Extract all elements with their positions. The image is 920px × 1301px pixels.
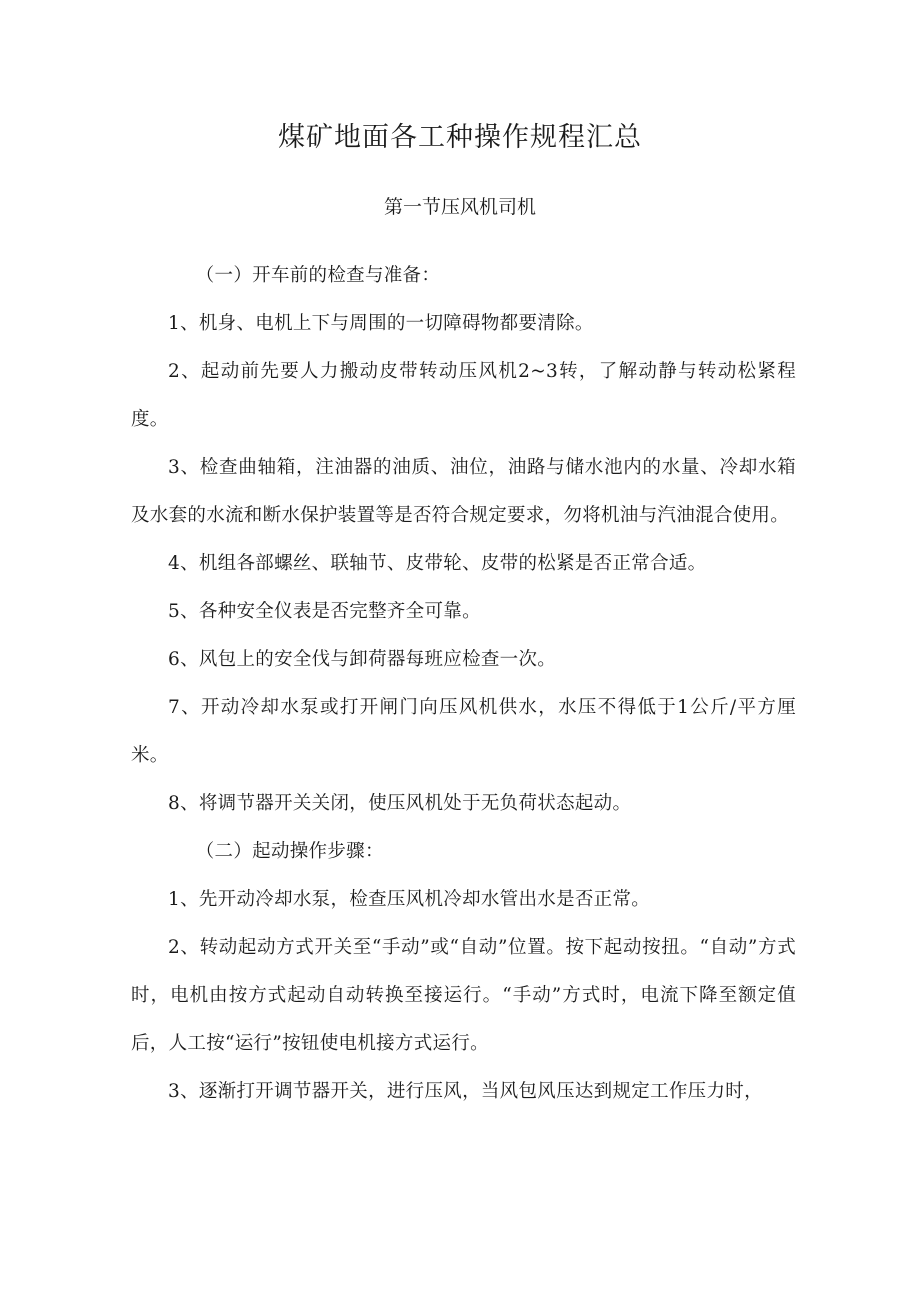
paragraph: 3、逐渐打开调节器开关，进行压风，当风包风压达到规定工作压力时， bbox=[168, 1081, 763, 1102]
paragraph: 2、起动前先要人力搬动皮带转动压风机2~3转，了解动静与转动松紧程度。 bbox=[131, 361, 796, 430]
paragraph: 3、检查曲轴箱，注油器的油质、油位，油路与储水池内的水量、冷却水箱及水套的水流和断水保护装置等是否符合规定要求，勿将机油与汽油混合使用。 bbox=[131, 457, 796, 526]
section-heading: （一）开车前的检查与准备： bbox=[195, 265, 441, 286]
paragraph: 6、风包上的安全伐与卸荷器每班应检查一次。 bbox=[168, 649, 557, 670]
paragraph: 5、各种安全仪表是否完整齐全可靠。 bbox=[168, 601, 481, 622]
section-title: 第一节压风机司机 bbox=[383, 196, 536, 218]
paragraph: 7、开动冷却水泵或打开闸门向压风机供水，水压不得低于1公斤/平方厘米。 bbox=[131, 697, 796, 766]
paragraph: 1、先开动冷却水泵，检查压风机冷却水管出水是否正常。 bbox=[168, 889, 651, 910]
paragraph: 1、机身、电机上下与周围的一切障碍物都要清除。 bbox=[168, 313, 594, 334]
paragraph: 4、机组各部螺丝、联轴节、皮带轮、皮带的松紧是否正常合适。 bbox=[168, 553, 707, 574]
document-body bbox=[131, 252, 796, 1116]
document-title: 煤矿地面各工种操作规程汇总 bbox=[278, 122, 642, 153]
section-heading: （二）起动操作步骤： bbox=[195, 841, 384, 862]
paragraph: 2、转动起动方式开关至“手动”或“自动”位置。按下起动按扭。“自动”方式时，电机由按方式起动自动转换至接运行。“手动”方式时，电流下降至额定值后，人工按“运行”按钮使电机接方式运行。 bbox=[131, 937, 796, 1054]
paragraph: 8、将调节器开关关闭，使压风机处于无负荷状态起动。 bbox=[168, 793, 632, 814]
